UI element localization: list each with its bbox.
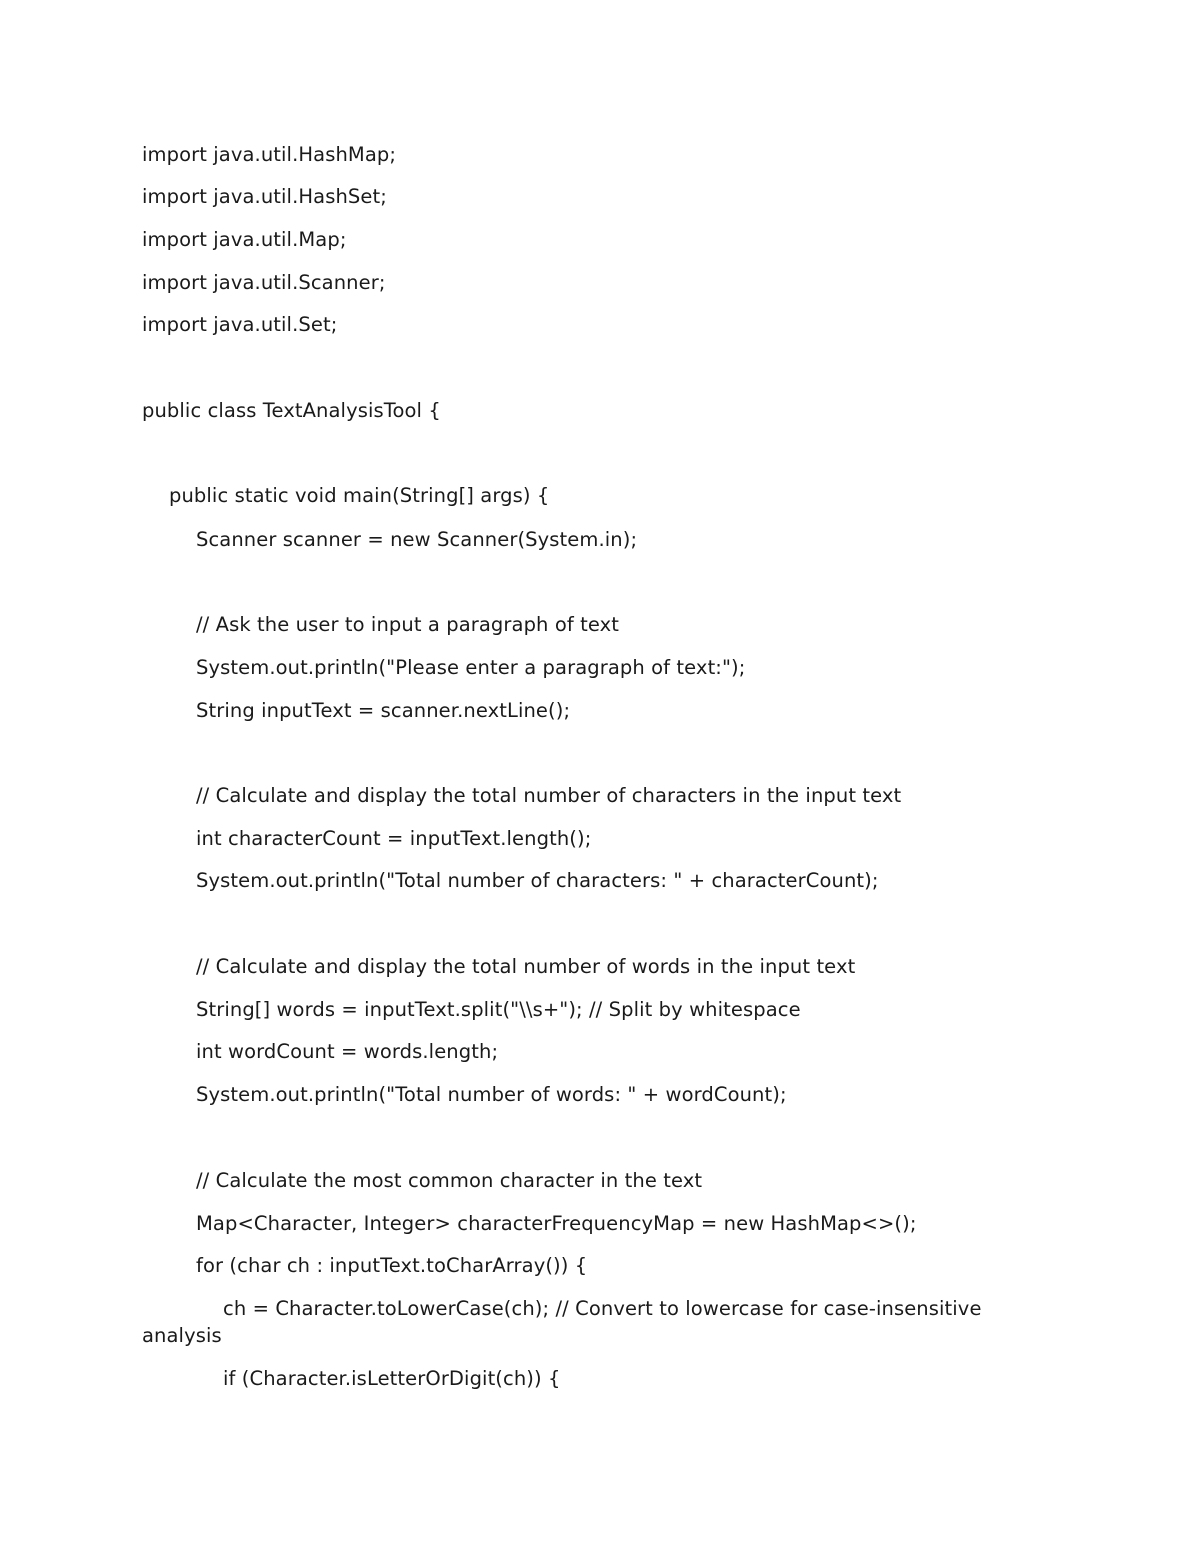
code-line-comment-ask-input: // Ask the user to input a paragraph of text (196, 613, 619, 636)
code-line-read-input: String inputText = scanner.nextLine(); (196, 699, 571, 722)
code-line-import-hashset: import java.util.HashSet; (142, 185, 387, 208)
code-line-class-declaration: public class TextAnalysisTool { (142, 399, 441, 422)
code-line-import-hashmap: import java.util.HashMap; (142, 143, 397, 166)
code-line-frequency-map: Map<Character, Integer> characterFrequencyMap = new HashMap<>(); (196, 1212, 917, 1235)
code-line-comment-word-count: // Calculate and display the total number of words in the input text (196, 955, 856, 978)
code-line-comment-char-count: // Calculate and display the total number of characters in the input text (196, 784, 902, 807)
code-line-to-lower-case: ch = Character.toLowerCase(ch); // Convert to lowercase for case-insensitive analysis (142, 1297, 982, 1347)
code-line-prompt-print: System.out.println("Please enter a paragraph of text:"); (196, 656, 746, 679)
code-line-for-loop: for (char ch : inputText.toCharArray()) { (196, 1254, 588, 1277)
code-line-print-char-count: System.out.println("Total number of characters: " + characterCount); (196, 869, 879, 892)
code-line-word-count: int wordCount = words.length; (196, 1040, 499, 1063)
code-line-import-set: import java.util.Set; (142, 313, 338, 336)
code-line-split-words: String[] words = inputText.split("\\s+"); // Split by whitespace (196, 998, 801, 1021)
code-line-char-count: int characterCount = inputText.length(); (196, 827, 592, 850)
code-line-comment-common-char: // Calculate the most common character in the text (196, 1169, 703, 1192)
code-line-import-map: import java.util.Map; (142, 228, 347, 251)
code-line-scanner-init: Scanner scanner = new Scanner(System.in); (196, 528, 638, 551)
code-line-import-scanner: import java.util.Scanner; (142, 271, 386, 294)
code-line-print-word-count: System.out.println("Total number of words: " + wordCount); (196, 1083, 787, 1106)
code-line-if-letter-or-digit: if (Character.isLetterOrDigit(ch)) { (223, 1367, 561, 1390)
code-line-main-method: public static void main(String[] args) { (169, 484, 550, 507)
